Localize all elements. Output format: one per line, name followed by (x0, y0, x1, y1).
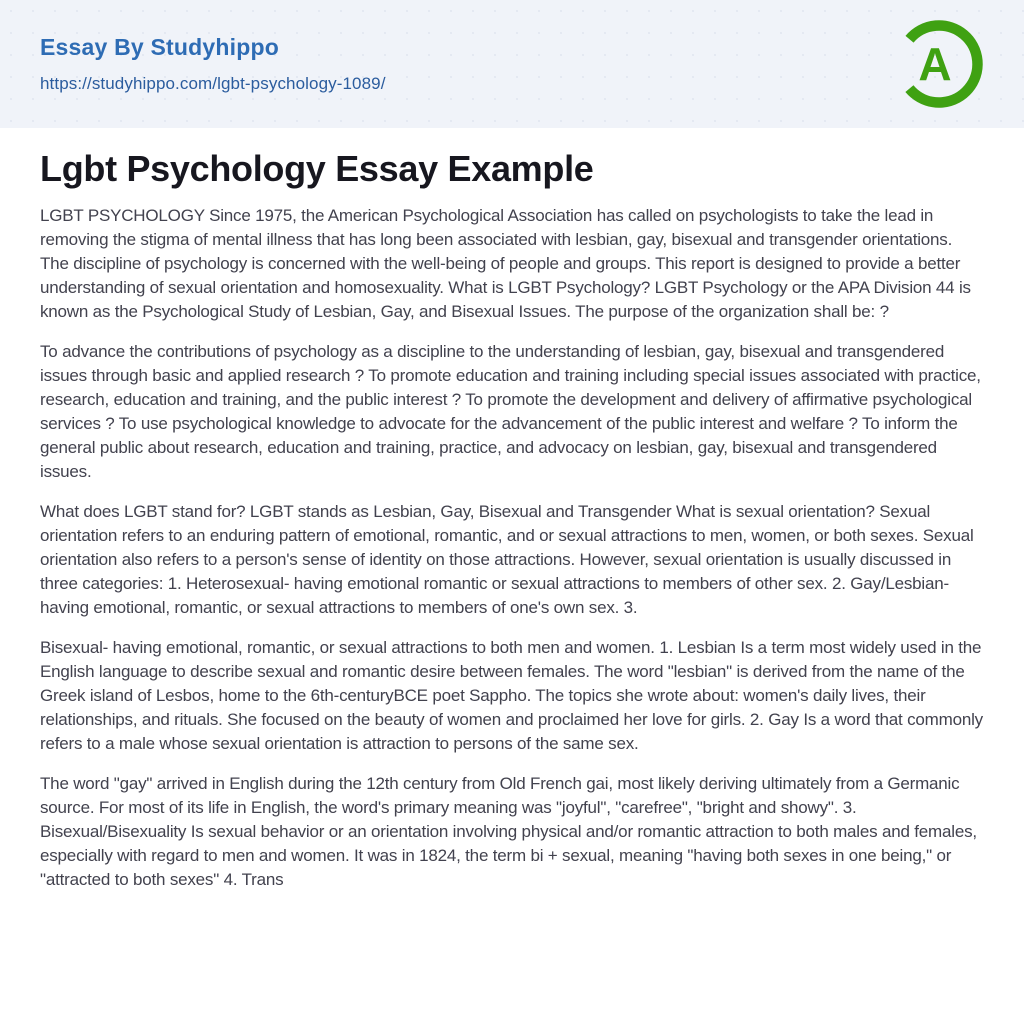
header-text-block (40, 34, 386, 94)
essay-article (0, 149, 1024, 968)
studyhippo-logo (893, 18, 985, 110)
essay-paragraph-1: LGBT PSYCHOLOGY Since 1975, the American Psychological Association has called on psychologists to take the lead in removing the stigma of mental illness that has long been associated with lesbian, gay, bisexual and transgender orientations. The discipline of psychology is concerned with the well-being of people and groups. This report is designed to provide a better understanding of sexual orientation and homosexuality. What is LGBT Psychology? LGBT Psychology or the APA Division 44 is known as the Psychological Study of Lesbian, Gay, and Bisexual Issues. The purpose of the organization shall be: ? (40, 206, 971, 321)
essay-title: Lgbt Psychology Essay Example (40, 148, 594, 189)
essay-paragraph-4: Bisexual- having emotional, romantic, or sexual attractions to both men and women. 1. Lesbian Is a term most widely used in the English language to describe sexual and romantic desire between females. The word "lesbian" is derived from the name of the Greek island of Lesbos, home to the 6th-centuryBCE poet Sappho. The topics she wrote about: women's daily lives, their relationships, and rituals. She focused on the beauty of women and proclaimed her love for girls. 2. Gay Is a word that commonly refers to a male whose sexual orientation is attraction to persons of the same sex. (40, 638, 983, 753)
studyhippo-logo-icon (893, 18, 985, 110)
essay-paragraph-3: What does LGBT stand for? LGBT stands as Lesbian, Gay, Bisexual and Transgender What is sexual orientation? Sexual orientation refers to an enduring pattern of emotional, romantic, and or sexual attractions to men, women, or both sexes. Sexual orientation also refers to a person's sense of identity on those attractions. However, sexual orientation is usually discussed in three categories: 1. Heterosexual- having emotional romantic or sexual attractions to members of other sex. 2. Gay/Lesbian- having emotional, romantic, or sexual attractions to members of one's own sex. 3. (40, 502, 974, 617)
page-header (0, 0, 1024, 128)
logo-letter: A (918, 38, 952, 90)
essay-url-link[interactable]: https://studyhippo.com/lgbt-psychology-1089/ (40, 74, 386, 93)
essay-paragraph-2: To advance the contributions of psychology as a discipline to the understanding of lesbian, gay, bisexual and transgendered issues through basic and applied research ? To promote education and training including special issues associated with practice, research, education and training, and the public interest ? To promote the development and delivery of affirmative psychological services ? To use psychological knowledge to advocate for the advancement of the public interest and welfare ? To inform the general public about research, education and training, practice, and advocacy on lesbian, gay, bisexual and transgendered issues. (40, 342, 981, 481)
site-title: Essay By Studyhippo (40, 34, 279, 60)
essay-paragraph-5: The word "gay" arrived in English during the 12th century from Old French gai, most likely deriving ultimately from a Germanic source. For most of its life in English, the word's primary meaning was "joyful", "carefree", "bright and showy". 3. Bisexual/Bisexuality Is sexual behavior or an orientation involving physical and/or romantic attraction to both males and females, especially with regard to men and women. It was in 1824, the term bi + sexual, meaning "having both sexes in one being," or "attracted to both sexes" 4. Trans (40, 774, 977, 889)
